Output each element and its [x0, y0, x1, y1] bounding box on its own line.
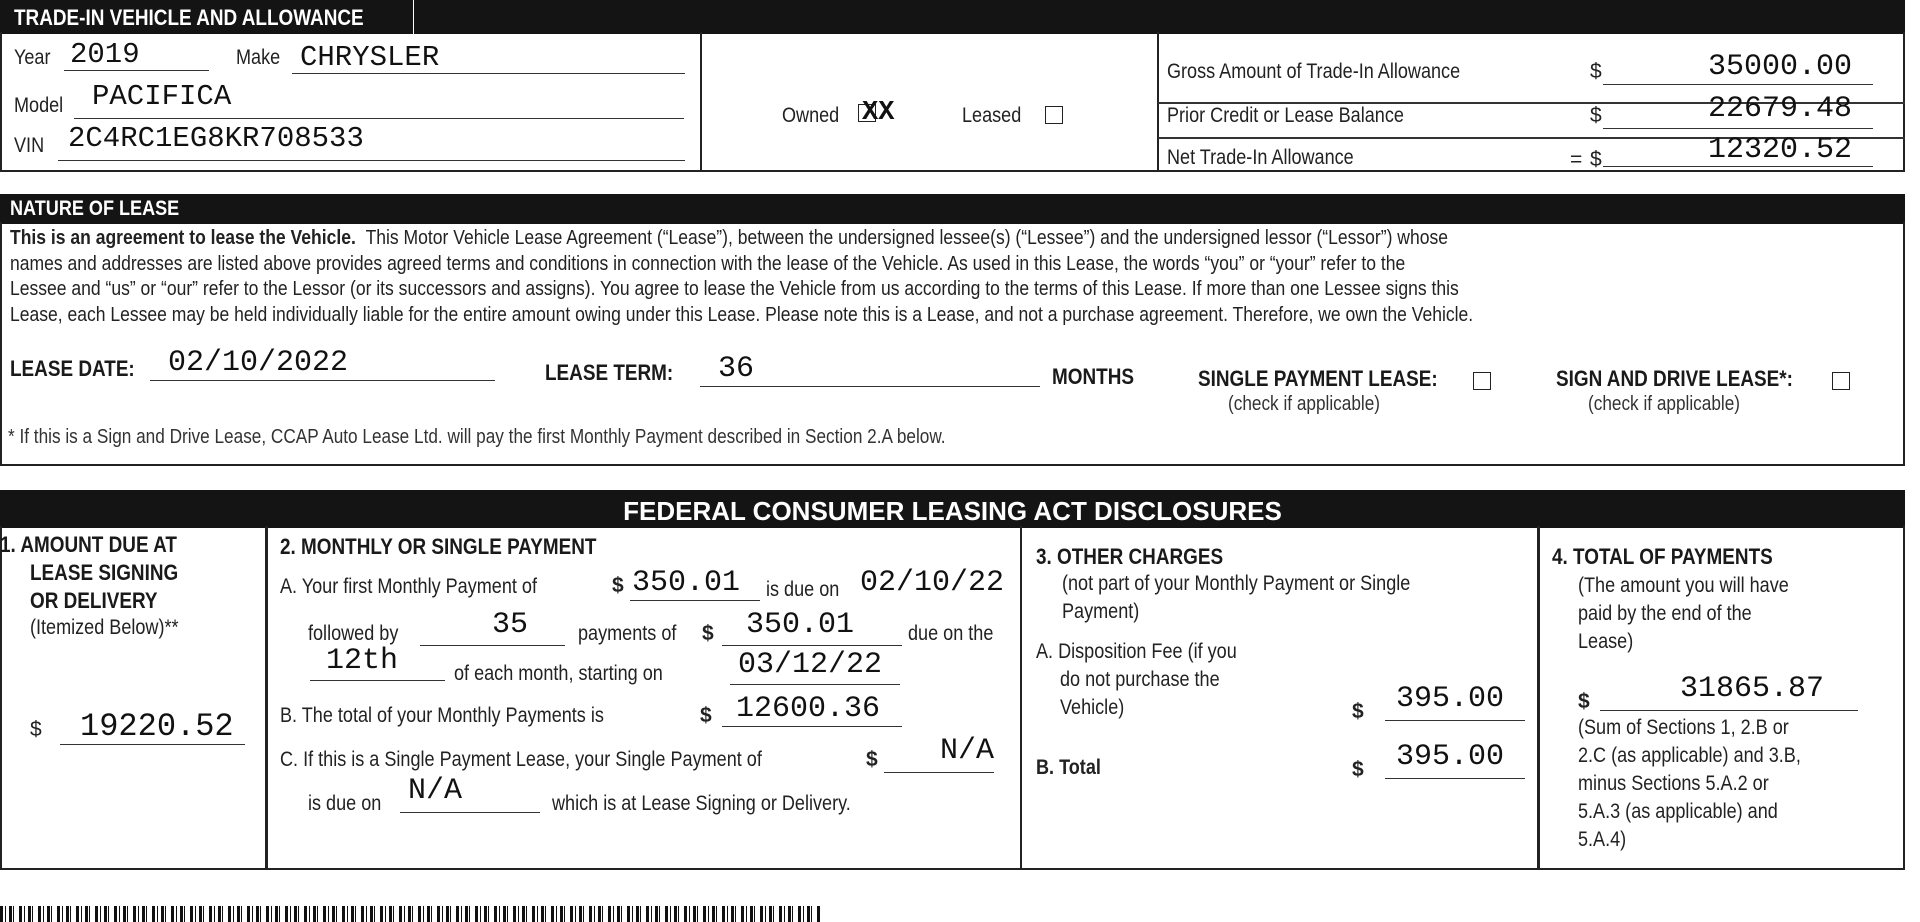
s2a-day: 12th — [326, 644, 399, 678]
s2c-currency: $ — [866, 748, 878, 771]
nature-header-label: NATURE OF LEASE — [10, 197, 180, 220]
s2a-text: A. Your first Monthly Payment of — [280, 575, 537, 598]
s2a-start-date: 03/12/22 — [738, 648, 883, 682]
nature-paragraph — [10, 225, 1890, 327]
s2a-num-payments: 35 — [492, 608, 529, 642]
nature-line-4: Lease, each Lessee may be held individually liable for the entire amount owing under this Lease. Please note this is a Lease, and not a purchase agreement. Therefore, we own the Vehicle. — [10, 302, 1474, 326]
nature-line-2: names and addresses are listed above provides agreed terms and conditions in connection with the lease of the Vehicle. As used in this Lease, the words “you” or “your” refer to the — [10, 251, 1406, 275]
s2-title: 2. MONTHLY OR SINGLE PAYMENT — [280, 534, 597, 559]
s2b-total-monthly: 12600.36 — [736, 692, 881, 726]
vin-label: VIN — [14, 134, 45, 157]
federal-header — [0, 490, 1905, 528]
s4-subtitle-line-2: paid by the end of the — [1578, 602, 1752, 625]
prior-credit-value: 22679.48 — [1708, 92, 1853, 126]
s1-title-line-3: OR DELIVERY — [30, 588, 158, 613]
federal-header-label: FEDERAL CONSUMER LEASING ACT DISCLOSURES — [623, 496, 1282, 526]
net-allowance-label: Net Trade-In Allowance — [1167, 146, 1354, 169]
s2a-currency: $ — [612, 574, 624, 597]
gross-allowance-label: Gross Amount of Trade-In Allowance — [1167, 60, 1461, 83]
sign-drive-lease-checkbox[interactable] — [1832, 372, 1850, 390]
single-payment-lease-label: SINGLE PAYMENT LEASE: — [1198, 366, 1438, 391]
s1-subtitle: (Itemized Below)** — [30, 616, 179, 639]
gross-allowance-value: 35000.00 — [1708, 50, 1853, 84]
sign-drive-check-note: (check if applicable) — [1588, 393, 1741, 415]
s3a-line-2: do not purchase the — [1060, 668, 1220, 691]
s2a-payment-amount: 350.01 — [746, 608, 855, 642]
year-label: Year — [14, 46, 51, 69]
s3b-label: B. Total — [1036, 756, 1101, 779]
s3a-currency: $ — [1352, 700, 1364, 723]
s2a-due-on-text: is due on — [766, 578, 840, 601]
months-label: MONTHS — [1052, 364, 1134, 389]
s4-note-line-1: (Sum of Sections 1, 2.B or — [1578, 716, 1789, 739]
lease-date-value: 02/10/2022 — [168, 346, 349, 380]
s1-currency: $ — [30, 718, 42, 741]
s3b-currency: $ — [1352, 758, 1364, 781]
nature-line-3: Lessee and “us” or “our” refer to the Lessor (or its successors and assigns). You agree to lease the Vehicle from us according to the terms of this Lease. If more than one Lessee signs this — [10, 277, 1459, 300]
s3-title: 3. OTHER CHARGES — [1036, 544, 1224, 569]
s2b-currency: $ — [700, 704, 712, 727]
s4-title: 4. TOTAL OF PAYMENTS — [1552, 544, 1773, 569]
s2a-of-each-month: of each month, starting on — [454, 662, 663, 685]
s4-subtitle-line-3: Lease) — [1578, 630, 1634, 653]
nature-lead: This is an agreement to lease the Vehicle. — [10, 226, 356, 249]
s2a-followed-by: followed by — [308, 622, 399, 645]
year-value: 2019 — [70, 38, 140, 71]
s2c-is-due-on: is due on — [308, 792, 382, 815]
net-allowance-value: 12320.52 — [1708, 133, 1853, 167]
make-label: Make — [236, 46, 281, 69]
model-label: Model — [14, 94, 64, 117]
s2a-currency-2: $ — [702, 622, 714, 645]
owned-checkbox[interactable] — [858, 98, 895, 128]
nature-line-1: This Motor Vehicle Lease Agreement (“Lease”), between the undersigned lessee(s) (“Lessee”) and the undersigned lessor (“Lessor”) whose — [365, 226, 1448, 249]
s4-note-line-4: 5.A.3 (as applicable) and — [1578, 800, 1778, 823]
s3a-line-3: Vehicle) — [1060, 696, 1125, 719]
s2b-text: B. The total of your Monthly Payments is — [280, 704, 604, 727]
s3a-disposition-fee: 395.00 — [1396, 682, 1505, 716]
s2a-payments-of: payments of — [578, 622, 677, 645]
s1-amount: 19220.52 — [80, 708, 234, 745]
single-payment-lease-checkbox[interactable] — [1473, 372, 1491, 390]
s2c-which-is: which is at Lease Signing or Delivery. — [552, 792, 851, 815]
trade-in-header-label: TRADE-IN VEHICLE AND ALLOWANCE — [14, 5, 364, 30]
s4-total: 31865.87 — [1680, 672, 1825, 706]
lease-date-label: LEASE DATE: — [10, 356, 135, 381]
net-currency: $ — [1590, 148, 1602, 171]
s2a-due-on-the: due on the — [908, 622, 994, 645]
s3-subtitle-line-1: (not part of your Monthly Payment or Single — [1062, 572, 1411, 595]
s2a-first-payment: 350.01 — [632, 566, 741, 600]
lease-term-value: 36 — [718, 352, 755, 386]
s1-title-line-1: 1. AMOUNT DUE AT — [0, 532, 177, 557]
nature-header — [0, 194, 1905, 224]
sign-drive-lease-label: SIGN AND DRIVE LEASE*: — [1556, 366, 1793, 391]
prior-currency: $ — [1590, 104, 1602, 127]
vin-value: 2C4RC1EG8KR708533 — [68, 122, 364, 155]
s2c-single-payment: N/A — [940, 734, 995, 768]
lease-term-label: LEASE TERM: — [545, 360, 674, 385]
s2c-text: C. If this is a Single Payment Lease, your Single Payment of — [280, 748, 762, 771]
model-value: PACIFICA — [92, 80, 232, 113]
prior-credit-label: Prior Credit or Lease Balance — [1167, 104, 1404, 127]
s3-subtitle-line-2: Payment) — [1062, 600, 1140, 623]
barcode — [0, 906, 820, 922]
s4-note-line-3: minus Sections 5.A.2 or — [1578, 772, 1769, 795]
gross-currency: $ — [1590, 60, 1602, 83]
make-value: CHRYSLER — [300, 41, 440, 74]
single-payment-check-note: (check if applicable) — [1228, 393, 1381, 415]
net-equals: = — [1570, 148, 1583, 171]
leased-checkbox[interactable] — [1045, 106, 1063, 124]
s4-subtitle-line-1: (The amount you will have — [1578, 574, 1789, 597]
owned-label: Owned — [782, 104, 840, 127]
s3b-total: 395.00 — [1396, 740, 1505, 774]
s1-title-line-2: LEASE SIGNING — [30, 560, 179, 585]
s2c-single-due: N/A — [408, 774, 463, 808]
s2a-first-due: 02/10/22 — [860, 566, 1005, 600]
s3a-line-1: A. Disposition Fee (if you — [1036, 640, 1237, 663]
s4-currency: $ — [1578, 690, 1590, 713]
owned-check-mark: XX — [862, 98, 895, 128]
s4-note-line-5: 5.A.4) — [1578, 828, 1627, 851]
sign-drive-footnote: * If this is a Sign and Drive Lease, CCAP Auto Lease Ltd. will pay the first Monthly Payment described in Section 2.A below. — [8, 426, 946, 448]
leased-label: Leased — [962, 104, 1022, 127]
s4-note-line-2: 2.C (as applicable) and 3.B, — [1578, 744, 1801, 767]
